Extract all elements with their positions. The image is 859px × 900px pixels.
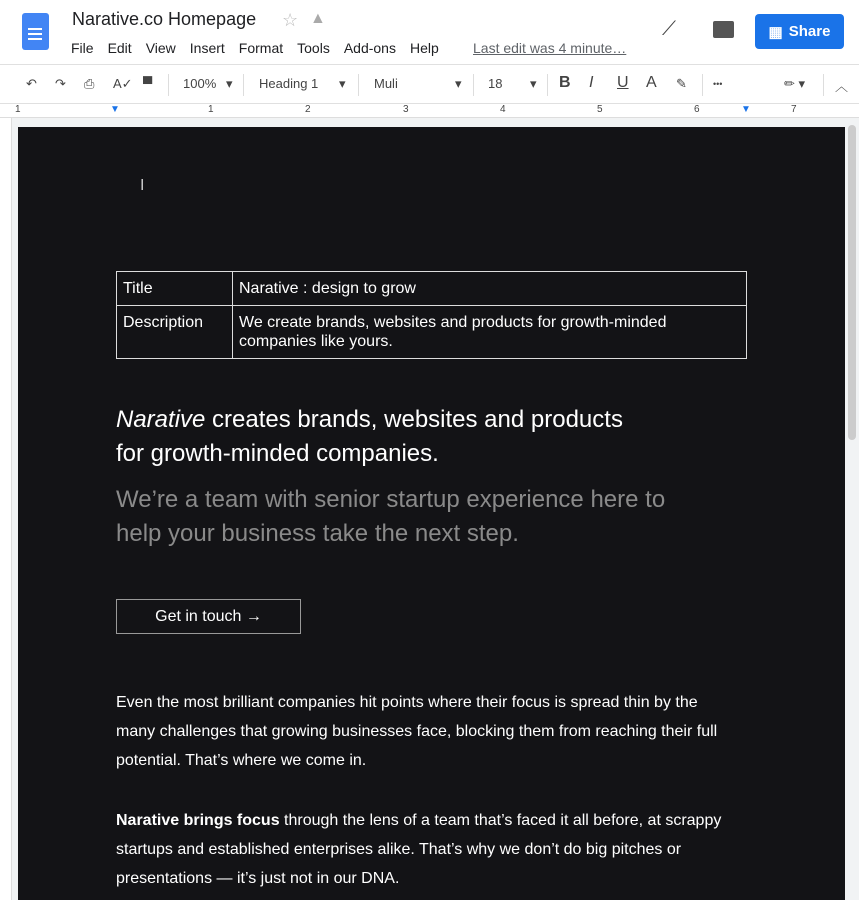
spellcheck-icon[interactable]: A✓ <box>113 76 133 91</box>
ruler-label: 3 <box>403 104 409 115</box>
paragraph <box>116 806 736 893</box>
print-icon[interactable]: ⎙ <box>84 76 95 91</box>
document-page[interactable] <box>18 127 845 900</box>
menu-edit[interactable]: Edit <box>107 40 132 56</box>
document-title[interactable]: Narative.co Homepage <box>72 9 257 29</box>
ruler-label: 1 <box>15 104 21 115</box>
menu-file[interactable]: File <box>71 40 94 56</box>
menu-tools[interactable]: Tools <box>297 40 330 56</box>
ruler-label: 1 <box>208 104 214 115</box>
paragraph-bold: Narative brings focus <box>116 812 280 829</box>
italic-button[interactable]: I <box>589 74 594 91</box>
share-label: Share <box>788 23 831 40</box>
title-bar <box>0 0 859 64</box>
horizontal-ruler[interactable] <box>0 104 859 118</box>
chevron-down-icon: ▾ <box>530 76 537 91</box>
font-size-select[interactable]: 18 <box>488 76 503 91</box>
bold-button[interactable]: B <box>559 74 571 91</box>
menu-addons[interactable]: Add-ons <box>343 40 396 56</box>
menu-insert[interactable]: Insert <box>189 40 225 56</box>
font-select[interactable]: Muli <box>374 76 398 91</box>
undo-icon[interactable]: ↶ <box>26 76 37 91</box>
move-to-drive-icon[interactable]: ▲ <box>310 10 326 27</box>
zoom-select[interactable]: 100% <box>183 76 217 91</box>
more-button[interactable]: ••• <box>713 79 723 89</box>
scrollbar[interactable] <box>848 125 856 440</box>
menu-view[interactable]: View <box>145 40 176 56</box>
table-cell[interactable]: Narative : design to grow <box>233 272 747 306</box>
docs-logo-icon[interactable] <box>22 13 49 50</box>
share-button[interactable] <box>755 14 844 49</box>
text-color-button[interactable]: A <box>646 74 657 91</box>
table-cell[interactable]: We create brands, websites and products for growth-minded companies like yours. <box>233 306 747 359</box>
comments-icon[interactable] <box>713 21 734 38</box>
get-in-touch-button[interactable]: Get in touch → <box>116 599 301 634</box>
indent-marker-icon[interactable]: ▼ <box>110 104 120 115</box>
paragraph-text: through the lens of a team that’s faced it all before, at scrappy startups and established enterprises alike. That’s why we don’t do big pitches or presentations — it’s just not in our DNA. <box>116 812 722 887</box>
redo-icon[interactable]: ↷ <box>55 76 66 91</box>
editing-mode-icon[interactable]: ✏ ▾ <box>784 76 806 91</box>
menu-format[interactable]: Format <box>238 40 284 56</box>
right-indent-marker-icon[interactable]: ▼ <box>741 104 751 115</box>
heading-emphasis: Narative <box>116 406 206 433</box>
toolbar <box>0 64 859 104</box>
table-row <box>117 306 747 359</box>
heading-text: creates brands, websites and products for growth-minded companies. <box>116 406 623 467</box>
chevron-down-icon: ▾ <box>339 76 346 91</box>
chevron-down-icon: ▾ <box>455 76 462 91</box>
meta-table[interactable] <box>116 271 747 359</box>
collapse-icon[interactable]: ︿ <box>835 79 849 94</box>
ruler-label: 6 <box>694 104 700 115</box>
lock-icon: ▦ <box>768 23 783 41</box>
ruler-label: 7 <box>791 104 797 115</box>
ruler-label: 4 <box>500 104 506 115</box>
table-cell[interactable]: Description <box>117 306 233 359</box>
table-row <box>117 272 747 306</box>
ruler-label: 5 <box>597 104 603 115</box>
menu-help[interactable]: Help <box>409 40 439 56</box>
table-cell[interactable]: Title <box>117 272 233 306</box>
underline-button[interactable]: U <box>617 74 629 91</box>
text-cursor-icon: I <box>140 177 145 194</box>
paragraph: Even the most brilliant companies hit points where their focus is spread thin by the many challenges that growing businesses face, blocking them from reaching their full potential. That’s where we come in. <box>116 694 718 769</box>
hero-heading <box>116 403 636 471</box>
ruler-label: 2 <box>305 104 311 115</box>
activity-trend-icon[interactable]: ⟋ <box>662 18 676 40</box>
paint-format-icon[interactable]: ▀ <box>143 76 153 91</box>
style-select[interactable]: Heading 1 <box>259 76 319 91</box>
menu-bar <box>71 40 439 56</box>
last-edit-link[interactable]: Last edit was 4 minute… <box>473 40 627 56</box>
hero-subheading: We’re a team with senior startup experience here to help your business take the next step. <box>116 486 666 547</box>
star-icon[interactable]: ☆ <box>282 10 299 30</box>
vertical-ruler[interactable] <box>0 118 12 900</box>
chevron-down-icon: ▾ <box>226 76 233 91</box>
highlight-icon[interactable]: ✎ <box>676 76 687 91</box>
